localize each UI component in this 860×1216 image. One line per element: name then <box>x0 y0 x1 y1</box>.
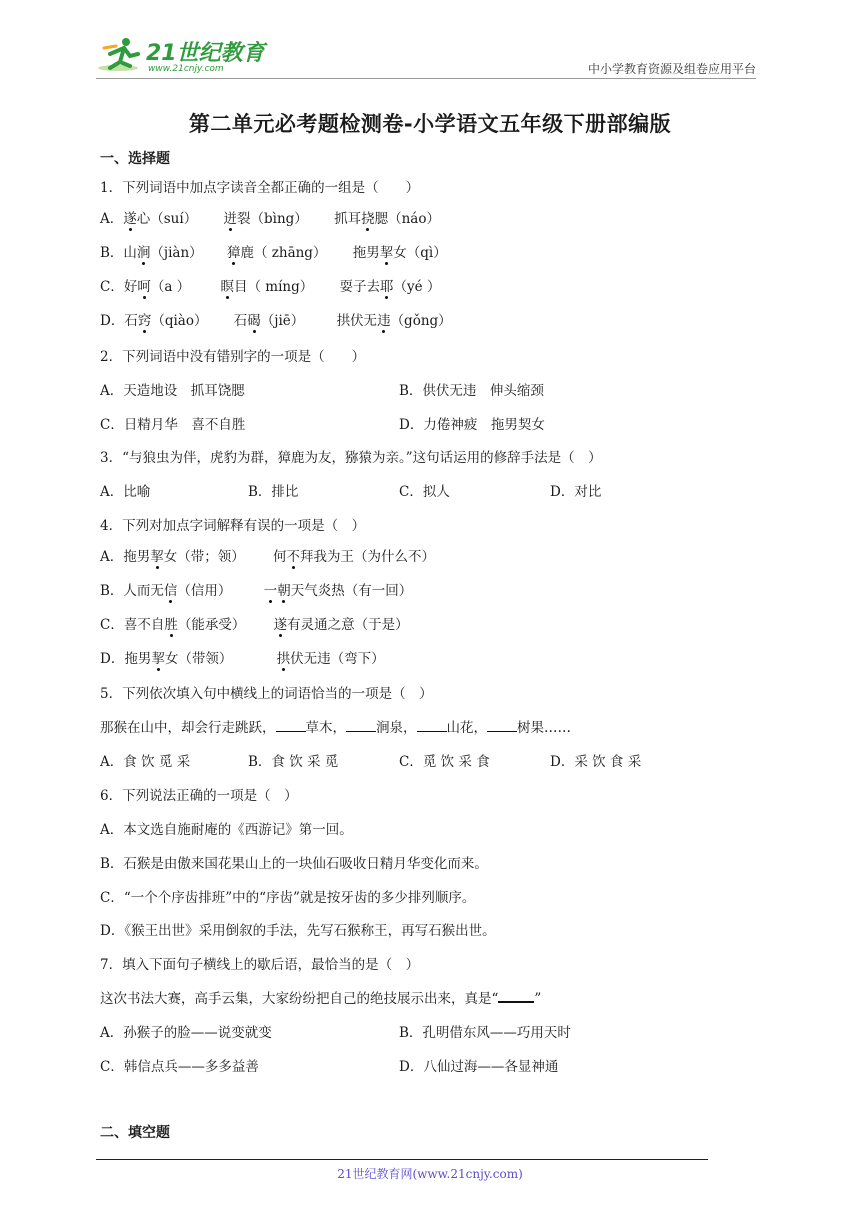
q7-option-d: D．八仙过海——各显神通 <box>399 1059 559 1075</box>
q6-option-c: C．“一个个序齿排班”中的“序齿”就是按牙齿的多少排列顺序。 <box>100 890 476 906</box>
dotted-char: 遂 <box>274 613 288 633</box>
q5-sentence: 那猴在山中，却会行走跳跃， 草木， 涧泉， 山花， 树果…… <box>100 720 571 736</box>
fill-blank[interactable] <box>487 719 517 732</box>
q2-option-a: A．天造地设 抓耳饶腮 <box>100 383 245 399</box>
dotted-char: 涧 <box>137 241 151 261</box>
q5-option-b: B．食 饮 采 觅 <box>248 754 339 770</box>
q3-option-a: A．比喻 <box>100 484 151 500</box>
dotted-char: 挈 <box>151 647 165 667</box>
dotted-char: 违 <box>377 309 391 329</box>
fill-blank[interactable] <box>417 719 447 732</box>
fill-blank[interactable] <box>346 719 376 732</box>
dotted-char: 挈 <box>150 545 164 565</box>
q2-option-c: C．日精月华 喜不自胜 <box>100 417 246 433</box>
q7-sentence: 这次书法大赛，高手云集，大家纷纷把自己的绝技展示出来，真是“ ” <box>100 991 542 1007</box>
q3-option-c: C．拟人 <box>399 484 450 500</box>
logo-url: www.21cnjy.com <box>148 64 224 74</box>
dotted-char: 朝 <box>277 579 291 599</box>
q1-option-d: D．石窍（qiào） 石碣（jiē） 拱伏无违（gǒng） <box>100 309 452 329</box>
dotted-char: 不 <box>287 545 301 565</box>
question-7-stem: 7．填入下面句子横线上的歇后语，最恰当的是（ ） <box>100 957 420 973</box>
dotted-char: 挈 <box>380 241 394 261</box>
q7-option-c: C．韩信点兵——多多益善 <box>100 1059 259 1075</box>
q2-option-d: D．力倦神疲 拖男契女 <box>399 417 545 433</box>
question-1-stem: 1．下列词语中加点字读音全都正确的一组是（ ） <box>100 180 420 196</box>
dotted-char: 呵 <box>137 275 151 295</box>
q1-option-b: B．山涧（jiàn） 獐鹿（ zhāng） 拖男挈女（qì） <box>100 241 447 261</box>
fill-blank[interactable] <box>276 719 306 732</box>
q6-option-b: B．石猴是由傲来国花果山上的一块仙石吸收日精月华变化而来。 <box>100 856 488 872</box>
page-title: 第二单元必考题检测卷-小学语文五年级下册部编版 <box>188 112 672 136</box>
q5-option-d: D．采 饮 食 采 <box>550 754 642 770</box>
dotted-char: 拱 <box>277 647 291 667</box>
dotted-char: 迸 <box>224 207 238 227</box>
dotted-char: 耶 <box>380 275 394 295</box>
dotted-char: 挠 <box>361 207 375 227</box>
question-2-stem: 2．下列词语中没有错别字的一项是（ ） <box>100 349 366 365</box>
dotted-char: 遂 <box>123 207 137 227</box>
dotted-char: 信 <box>164 579 178 599</box>
q7-option-b: B．孔明借东风——巧用天时 <box>399 1025 571 1041</box>
platform-label: 中小学教育资源及组卷应用平台 <box>587 62 756 76</box>
q4-option-b: B．人而无信（信用） 一朝天气炎热（有一回） <box>100 579 412 599</box>
q4-option-a: A．拖男挈女（带；领） 何不拜我为王（为什么不） <box>100 545 435 565</box>
footer-divider <box>96 1159 708 1160</box>
q4-option-d: D．拖男挈女（带领） 拱伏无违（弯下） <box>100 647 385 667</box>
fill-blank[interactable] <box>498 989 534 1003</box>
q5-option-a: A．食 饮 觅 采 <box>100 754 191 770</box>
dotted-char: 窍 <box>138 309 152 329</box>
q7-option-a: A．孙猴子的脸——说变就变 <box>100 1025 272 1041</box>
section-heading-fill: 二、填空题 <box>100 1125 170 1141</box>
dotted-char: 胜 <box>164 613 178 633</box>
dotted-char: 碣 <box>247 309 261 329</box>
logo-text: 21世纪教育 <box>146 41 265 66</box>
header-divider <box>96 78 756 79</box>
q5-option-c: C．觅 饮 采 食 <box>399 754 490 770</box>
question-6-stem: 6．下列说法正确的一项是（ ） <box>100 788 298 804</box>
q3-option-d: D．对比 <box>550 484 602 500</box>
q1-option-c: C．好呵（a ） 瞑目（ míng） 耍子去耶（yé ） <box>100 275 440 295</box>
q3-option-b: B．排比 <box>248 484 299 500</box>
question-5-stem: 5．下列依次填入句中横线上的词语恰当的一项是（ ） <box>100 686 433 702</box>
dotted-char: 獐 <box>227 241 241 261</box>
dotted-char: 一 <box>264 579 278 599</box>
section-heading-choice: 一、选择题 <box>100 151 170 167</box>
footer-link[interactable]: 21世纪教育网(www.21cnjy.com) <box>337 1167 523 1181</box>
question-4-stem: 4．下列对加点字词解释有误的一项是（ ） <box>100 518 366 534</box>
question-3-stem: 3．“与狼虫为伴，虎豹为群，獐鹿为友，猕猿为亲。”这句话运用的修辞手法是（ ） <box>100 450 602 466</box>
q2-option-b: B．供伏无违 伸头缩颈 <box>399 383 544 399</box>
q4-option-c: C．喜不自胜（能承受） 遂有灵通之意（于是） <box>100 613 409 633</box>
q1-option-a: A．遂心（suí） 迸裂（bìng） 抓耳挠腮（náo） <box>100 207 440 227</box>
dotted-char: 瞑 <box>220 275 234 295</box>
q6-option-d: D．《猴王出世》采用倒叙的手法，先写石猴称王，再写石猴出世。 <box>100 923 496 939</box>
site-logo <box>96 34 265 80</box>
q6-option-a: A．本文选自施耐庵的《西游记》第一回。 <box>100 822 353 838</box>
